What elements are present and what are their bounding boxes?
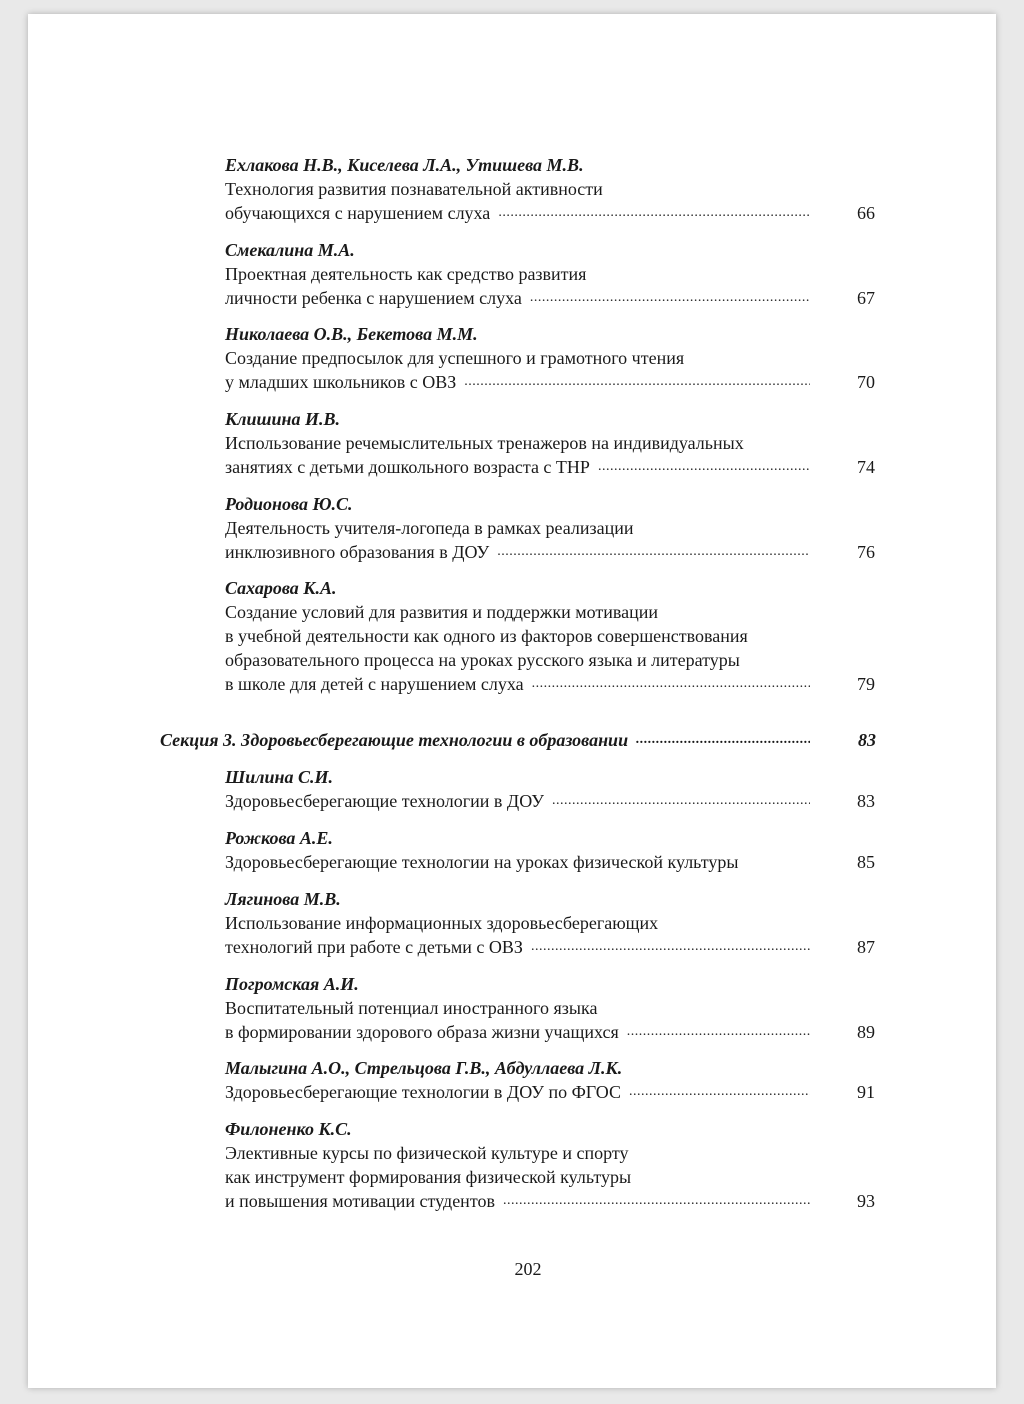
entry-title-line xyxy=(225,1020,875,1044)
page-number: 202 xyxy=(514,1259,542,1279)
entry-title-text: Технология развития познавательной активности xyxy=(225,179,603,199)
entry-title-text: Элективные курсы по физической культуре и спорту xyxy=(225,1143,629,1163)
entry-title-line xyxy=(225,1165,875,1189)
entry-author: Филоненко К.С. xyxy=(225,1119,352,1139)
entry-title-text: Использование информационных здоровьесберегающих xyxy=(225,913,659,933)
section-page-number: 83 xyxy=(858,730,876,750)
entry-title-line xyxy=(225,201,875,225)
entry-title-line xyxy=(225,935,875,959)
entry-author: Рожкова А.Е. xyxy=(225,828,333,848)
dot-leader xyxy=(530,286,810,310)
entry-title-text: Воспитательный потенциал иностранного языка xyxy=(225,998,598,1018)
entry-title-line xyxy=(225,346,875,370)
dot-leader xyxy=(598,455,810,479)
entry-page-number: 74 xyxy=(857,457,875,477)
entry-title-text: в школе для детей с нарушением слуха xyxy=(225,674,524,694)
dot-leader xyxy=(497,540,810,564)
entry-page-number: 67 xyxy=(857,288,875,308)
document-page xyxy=(28,14,996,1388)
entry-author: Шилина С.И. xyxy=(225,767,334,787)
entry-title-text: образовательного процесса на уроках русского языка и литературы xyxy=(225,650,740,670)
dot-leader xyxy=(503,1189,810,1213)
toc-entry[interactable] xyxy=(225,1056,875,1104)
entry-title-line xyxy=(225,516,875,540)
entry-page-number: 85 xyxy=(857,852,875,872)
entry-title-line xyxy=(225,1080,875,1104)
entry-title-text: занятиях с детьми дошкольного возраста с ТНР xyxy=(225,457,590,477)
entry-title-line xyxy=(225,177,875,201)
entry-title-text: Создание предпосылок для успешного и грамотного чтения xyxy=(225,348,685,368)
entry-title-text: инклюзивного образования в ДОУ xyxy=(225,542,490,562)
entry-title-text: технологий при работе с детьми с ОВЗ xyxy=(225,937,523,957)
entry-author: Сахарова К.А. xyxy=(225,578,337,598)
entry-page-number: 83 xyxy=(857,791,875,811)
entry-title-line xyxy=(225,600,875,624)
entry-author: Николаева О.В., Бекетова М.М. xyxy=(225,324,478,344)
toc-entry[interactable] xyxy=(225,492,875,564)
section-title: Секция 3. Здоровьесберегающие технологии в образовании xyxy=(160,730,629,750)
entry-title-line xyxy=(225,370,875,394)
entry-title-line xyxy=(225,672,875,696)
entry-title-text: Здоровьесберегающие технологии на уроках физической культуры xyxy=(225,852,739,872)
entry-title-text: Создание условий для развития и поддержки мотивации xyxy=(225,602,659,622)
entry-page-number: 91 xyxy=(857,1082,875,1102)
entry-title-line xyxy=(225,262,875,286)
dot-leader xyxy=(552,789,810,813)
entry-title-line xyxy=(225,996,875,1020)
entry-title-line xyxy=(225,431,875,455)
toc-entry[interactable] xyxy=(225,826,875,874)
entry-page-number: 87 xyxy=(857,937,875,957)
dot-leader xyxy=(498,201,810,225)
entry-title-text: как инструмент формирования физической культуры xyxy=(225,1167,632,1187)
toc-entry[interactable] xyxy=(225,972,875,1044)
entry-title-text: Здоровьесберегающие технологии в ДОУ по ФГОС xyxy=(225,1082,621,1102)
dot-leader xyxy=(636,728,810,752)
entry-title-text: у младших школьников с ОВЗ xyxy=(225,372,457,392)
entry-author: Погромская А.И. xyxy=(225,974,359,994)
toc-entry[interactable] xyxy=(225,407,875,479)
entry-author: Ехлакова Н.В., Киселева Л.А., Утишева М.В. xyxy=(225,155,584,175)
toc-entry[interactable] xyxy=(225,887,875,959)
entry-page-number: 70 xyxy=(857,372,875,392)
section-heading[interactable] xyxy=(160,728,876,752)
entry-author: Родионова Ю.С. xyxy=(225,494,353,514)
entry-title-line xyxy=(225,624,875,648)
entry-title-line xyxy=(225,286,875,310)
toc-entry[interactable] xyxy=(225,1117,875,1213)
entry-title-line xyxy=(225,789,875,813)
toc-entry[interactable] xyxy=(225,765,875,813)
entry-title-text: Здоровьесберегающие технологии в ДОУ xyxy=(225,791,544,811)
entry-title-line xyxy=(225,911,875,935)
dot-leader xyxy=(532,672,810,696)
entry-title-text: обучающихся с нарушением слуха xyxy=(225,203,491,223)
dot-leader xyxy=(464,370,810,394)
entry-title-text: личности ребенка с нарушением слуха xyxy=(225,288,522,308)
entry-page-number: 66 xyxy=(857,203,875,223)
entry-title-line xyxy=(225,1141,875,1165)
entry-title-line xyxy=(225,540,875,564)
entry-title-text: Деятельность учителя-логопеда в рамках реализации xyxy=(225,518,634,538)
dot-leader xyxy=(531,935,810,959)
entry-title-text: Проектная деятельность как средство развития xyxy=(225,264,587,284)
toc-entry[interactable] xyxy=(225,238,875,310)
toc-entry[interactable] xyxy=(225,576,875,696)
entry-page-number: 79 xyxy=(857,674,875,694)
entry-title-line xyxy=(225,1189,875,1213)
entry-title-text: в учебной деятельности как одного из факторов совершенствования xyxy=(225,626,748,646)
toc-entry[interactable] xyxy=(225,322,875,394)
entry-title-text: и повышения мотивации студентов xyxy=(225,1191,495,1211)
entry-page-number: 89 xyxy=(857,1022,875,1042)
entry-page-number: 93 xyxy=(857,1191,875,1211)
dot-leader xyxy=(627,1020,810,1044)
entry-page-number: 76 xyxy=(857,542,875,562)
toc-entry[interactable] xyxy=(225,153,875,225)
entry-author: Смекалина М.А. xyxy=(225,240,355,260)
entry-title-line xyxy=(225,648,875,672)
entry-title-text: в формировании здорового образа жизни учащихся xyxy=(225,1022,619,1042)
dot-leader xyxy=(629,1080,810,1104)
entry-author: Клишина И.В. xyxy=(225,409,340,429)
entry-title-line xyxy=(225,455,875,479)
entry-title-line xyxy=(225,850,875,874)
entry-title-text: Использование речемыслительных тренажеров на индивидуальных xyxy=(225,433,744,453)
entry-author: Малыгина А.О., Стрельцова Г.В., Абдуллаева Л.К. xyxy=(225,1058,623,1078)
entry-author: Лягинова М.В. xyxy=(225,889,341,909)
